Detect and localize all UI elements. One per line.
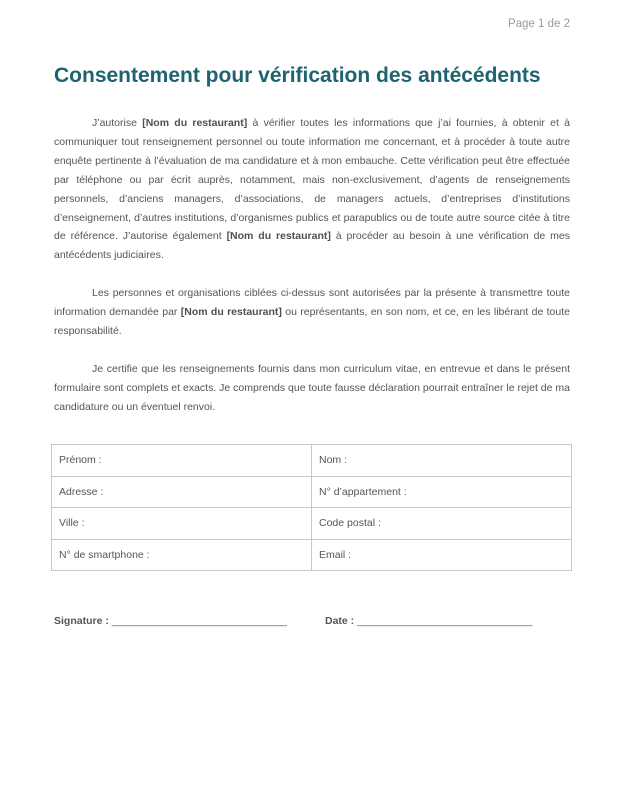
table-row [52, 508, 572, 540]
first-name-field[interactable]: Prénom : [52, 445, 312, 477]
postal-code-field[interactable]: Code postal : [312, 508, 572, 540]
table-row [52, 539, 572, 571]
phone-field[interactable]: N° de smartphone : [52, 539, 312, 571]
applicant-info-table [51, 444, 572, 571]
restaurant-name-placeholder: [Nom du restaurant] [180, 306, 282, 319]
table-row [52, 476, 572, 508]
paragraph-text: ou représentants, en son nom, et ce, en les libérant de toute responsabilité. [54, 306, 570, 338]
paragraph-release [54, 284, 570, 341]
paragraph-text: Les personnes et organisations ciblées ci-dessus sont autorisées par la présente à transmettre toute information demandée par [54, 287, 570, 319]
date-label: Date : [325, 615, 355, 627]
date-line[interactable]: ______________________________ [354, 615, 533, 627]
signature-line[interactable]: ______________________________ [108, 615, 287, 627]
page-title: Consentement pour vérification des antécédents [54, 64, 541, 87]
consent-body [54, 114, 570, 436]
city-field[interactable]: Ville : [52, 508, 312, 540]
last-name-field[interactable]: Nom : [312, 445, 572, 477]
table-row [52, 445, 572, 477]
email-field[interactable]: Email : [312, 539, 572, 571]
date-field[interactable] [325, 615, 532, 627]
paragraph-authorization [54, 114, 570, 265]
signature-field[interactable] [54, 615, 287, 627]
address-field[interactable]: Adresse : [52, 476, 312, 508]
restaurant-name-placeholder: [Nom du restaurant] [142, 117, 248, 129]
page-number: Page 1 de 2 [507, 18, 570, 30]
apartment-field[interactable]: N° d’appartement : [312, 476, 572, 508]
paragraph-text: à procéder au besoin à une vérification de mes antécédents judiciaires. [54, 230, 571, 262]
paragraph-certification: Je certifie que les renseignements fournis dans mon curriculum vitae, en entrevue et dans le présent formulaire sont complets et exacts. Je comprends que toute fausse déclaration pourrait entraîner le rejet de ma candidature ou un éventuel renvoi. [54, 362, 570, 413]
signature-label: Signature : [54, 615, 109, 627]
restaurant-name-placeholder: [Nom du restaurant] [226, 230, 331, 243]
paragraph-text: J’autorise [92, 117, 143, 129]
paragraph-text: à vérifier toutes les informations que j’ai fournies, à obtenir et à communiquer tout renseignement personnel ou toute information me concernant, et à procéder à toute autre enquête pertinente à l’évaluation de ma candidature et à mon embauche. Cette vérification peut être effectuée par téléphone ou par écrit auprès, notamment, mais non-exclusivement, d’agents de renseignements personnels, d’anciens managers, d’associations, de managers actuels, d’entreprises d’institutions d’enseignement, d’autres institutions, d’organismes publics et parapublics ou de toute autre source citée à titre de référence. J’autorise également [54, 117, 570, 243]
